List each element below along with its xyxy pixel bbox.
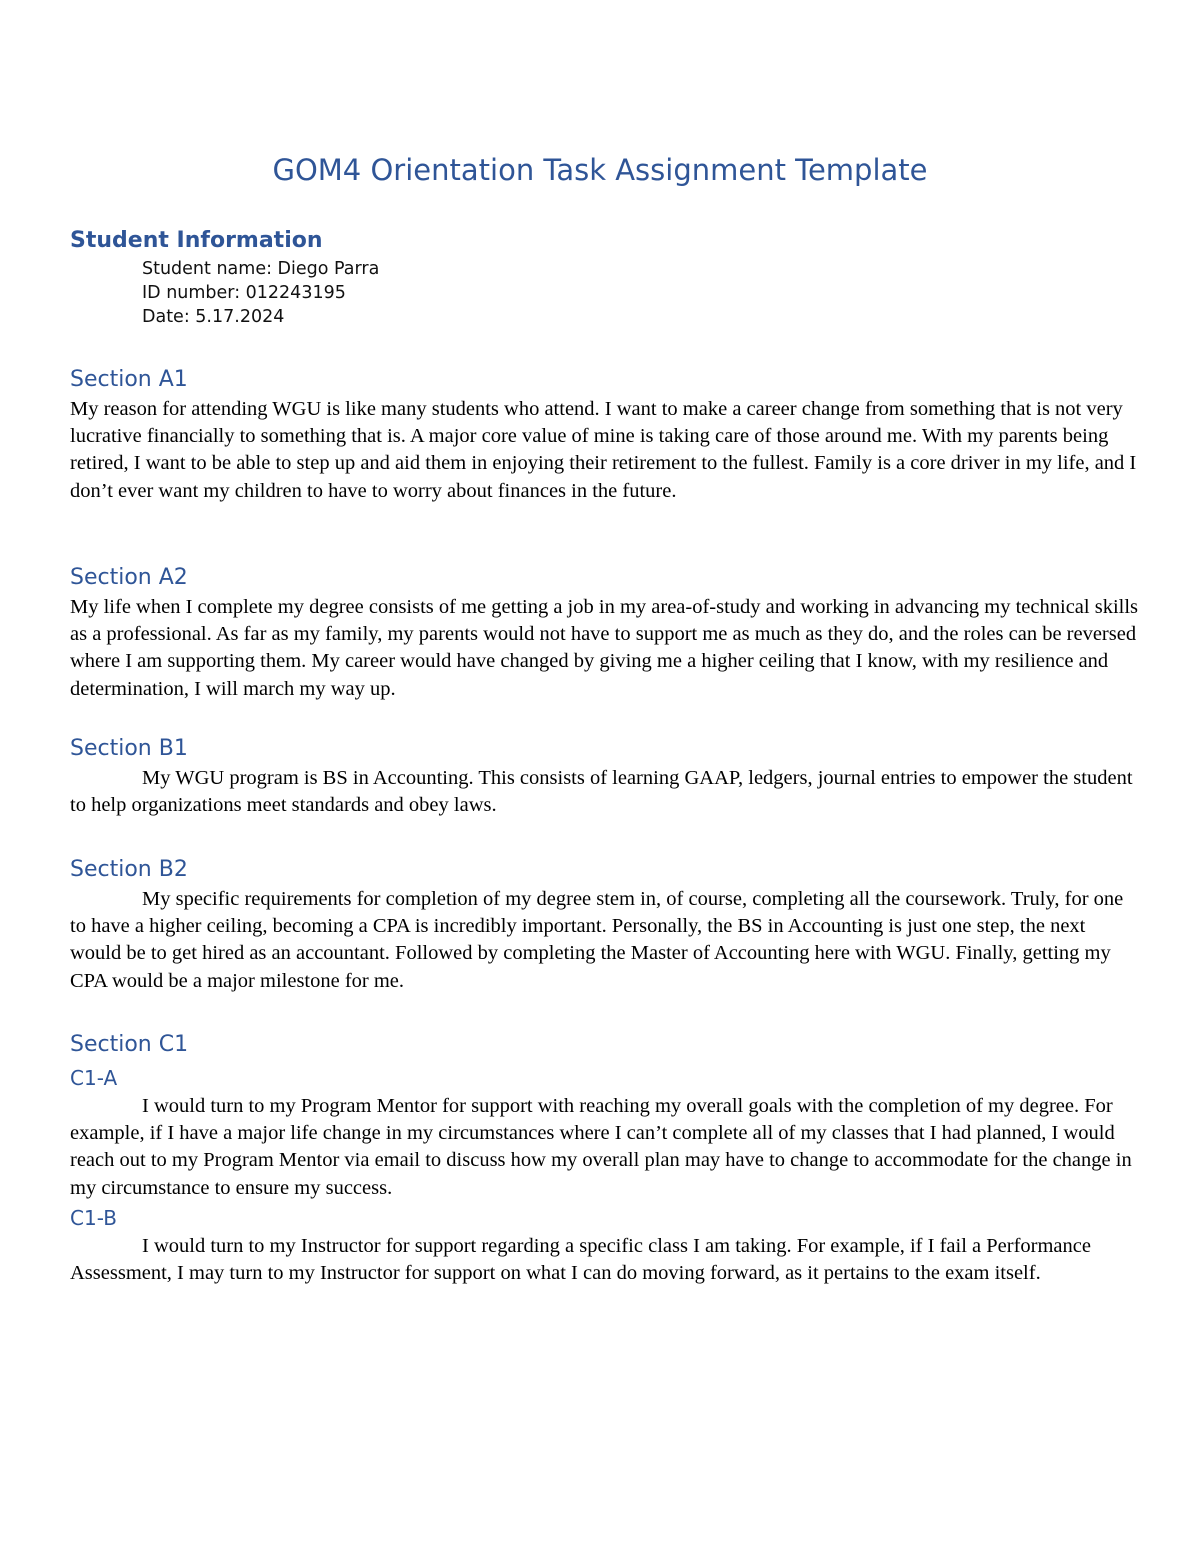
student-id-line: ID number: 012243195 [142,283,346,303]
section-b2-heading: Section B2 [70,857,188,882]
section-a2-text: My life when I complete my degree consists of me getting a job in my area-of-study and working in advancing my technical skills as a professional. As far as my family, my parents would not have to support me as much as they do, and the roles can be reversed where I am supporting them. My career would have changed by giving me a higher ceiling that I know, with my resilience and determination, I will march my way up. [70,596,1139,700]
section-b1-text: My WGU program is BS in Accounting. This consists of learning GAAP, ledgers, journal entries to empower the student to help organizations meet standards and obey laws. [70,767,1133,817]
document-title: GOM4 Orientation Task Assignment Template [272,153,928,187]
section-c1b-heading: C1-B [70,1206,117,1230]
student-name-line: Student name: Diego Parra [142,259,380,279]
student-information-heading: Student Information [70,228,323,253]
section-c1-heading: Section C1 [70,1032,189,1057]
section-b2-text: My specific requirements for completion of my degree stem in, of course, completing all the coursework. Truly, for one to have a higher ceiling, becoming a CPA is incredibly important. Personally, the BS in Accounting is just one step, the next would be to get hired as an accountant. Followed by completing the Master of Accounting here with WGU. Finally, getting my CPA would be a major milestone for me. [70,888,1124,992]
section-b1-heading: Section B1 [70,736,188,761]
section-c1a-text: I would turn to my Program Mentor for support with reaching my overall goals with the completion of my degree. For example, if I have a major life change in my circumstances where I can’t complete all of my classes that I had planned, I would reach out to my Program Mentor via email to discuss how my overall plan may have to change to accommodate for the change in my circumstance to ensure my success. [70,1095,1132,1199]
section-c1b-text: I would turn to my Instructor for support regarding a specific class I am taking. For example, if I fail a Performance Assessment, I may turn to my Instructor for support on what I can do moving forward, as it pertains to the exam itself. [70,1235,1091,1285]
section-c1a-heading: C1-A [70,1066,118,1090]
section-a1-heading: Section A1 [70,367,188,392]
section-a1-text: My reason for attending WGU is like many students who attend. I want to make a career change from something that is not very lucrative financially to something that is. A major core value of mine is taking care of those around me. With my parents being retired, I want to be able to step up and aid them in enjoying their retirement to the fullest. Family is a core driver in my life, and I don’t ever want my children to have to worry about finances in the future. [70,398,1137,502]
section-a2-heading: Section A2 [70,565,188,590]
student-date-line: Date: 5.17.2024 [142,307,285,327]
